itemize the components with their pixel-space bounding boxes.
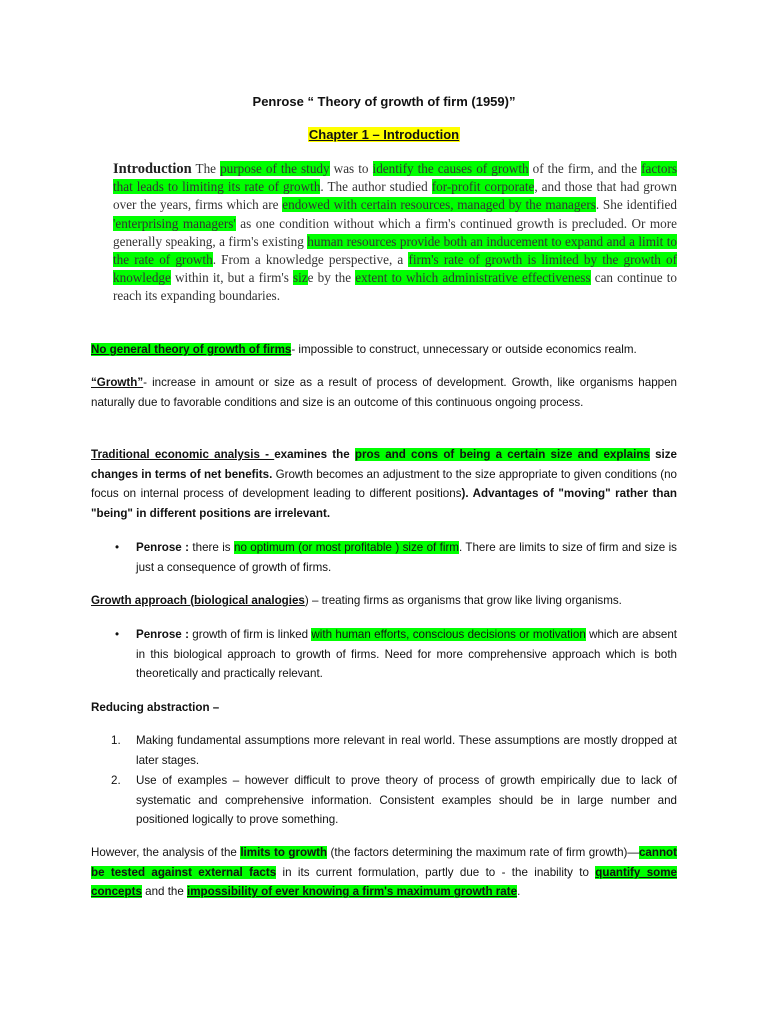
intro-text: . The author studied [320,179,432,195]
document-title: Penrose “ Theory of growth of firm (1959)” [252,94,516,109]
paragraph-no-general-theory [91,340,677,360]
paragraph-text: ) – treating firms as organisms that grow like living organisms. [304,594,622,607]
bullet-highlight: with human efforts, conscious decisions or motivation [311,628,586,641]
intro-text: was to [329,161,373,176]
paragraph-text: (the factors determining the maximum rate of firm growth)— [327,846,639,859]
intro-text: as one condition without which a firm's continued growth is precluded. Or more generally speaking, a firm's existing [113,215,677,249]
paragraph-limits-to-growth [91,843,677,902]
bullet-lead: Penrose : [136,541,193,554]
intro-lead: Introduction [113,161,192,177]
paragraph-text: - impossible to construct, unnecessary or outside economics realm. [291,343,637,356]
intro-highlight: extent to which administrative effectiveness [355,270,591,286]
intro-text: The [191,161,221,176]
paragraph-reducing-abstraction: Reducing abstraction – [91,701,220,714]
paragraph-term: Traditional economic analysis - [91,448,275,461]
bullet-marker: • [115,541,120,554]
chapter-heading-text: Chapter 1 – Introduction [308,127,460,142]
paragraph-text: - increase in amount or size as a result of process of development. Growth, like organisms happen naturally due to favorable conditions and size is an outcome of this continuous ongoing process. [91,376,677,409]
paragraph-text: . [517,885,521,899]
bullet-penrose-optimum [91,538,677,577]
bullet-segment: there is [192,541,234,554]
intro-highlight: factors that leads to limiting its rate of growth [113,161,677,195]
paragraph-highlight: No general theory of growth of firms [91,343,292,356]
intro-highlight: purpose of the study [220,161,330,176]
paragraph-text: and the [141,885,188,899]
paragraph-text: size changes in terms of net benefits. [91,448,677,481]
intro-highlight: siz [293,270,308,286]
intro-highlight: human resources provide both an inducement to expand and a limit to the rate of growth [113,233,677,268]
list-item-text: Making fundamental assumptions more relevant in real world. These assumptions are mostly dropped at later stages. [136,734,677,767]
numbered-item-2 [91,771,677,830]
intro-highlight: identify the causes of growth [372,161,529,176]
paragraph-term: Growth approach (biological analogies [91,594,305,607]
paragraph-highlight: limits to growth [240,846,328,859]
paragraph-highlight: pros and cons of being a certain size and explains [354,448,650,461]
paragraph-highlight: quantify some concepts [91,865,677,899]
intro-text: within it, but a firm's [170,270,293,286]
bullet-lead: Penrose : [136,628,193,641]
intro-text: . She identified [595,197,677,213]
intro-text: . From a knowledge perspective, a [212,252,409,268]
list-number: 2. [111,774,121,787]
chapter-heading [0,127,768,142]
introduction-paragraph [113,160,677,306]
list-item-text: Use of examples – however difficult to prove theory of process of growth empirically due to lack of systematic and comprehensive information. Consistent examples should be in large number and positioned logically to prove something. [136,774,677,827]
bullet-penrose-human-efforts [91,625,677,684]
bullet-text [136,538,677,577]
bullet-highlight: no optimum (or most profitable ) size of firm [234,541,459,554]
paragraph-growth-approach [91,591,677,611]
paragraph-highlight: impossibility of ever knowing a firm's maximum growth rate [187,885,518,899]
intro-highlight: firm's rate of growth is limited by the growth of knowledge [113,252,678,286]
paragraph-text: examines the [274,448,355,461]
bullet-segment: growth of firm is linked [192,628,312,641]
paragraph-text: in its current formulation, partly due to - the inability to [276,865,596,879]
paragraph-text: However, the analysis of the [91,846,241,859]
intro-highlight: for-profit corporate [431,179,535,195]
list-number: 1. [111,734,121,747]
intro-text: can continue to reach its expanding boundaries. [113,270,677,304]
intro-highlight: endowed with certain resources, managed by the managers [282,197,596,213]
bullet-marker: • [115,628,120,641]
paragraph-highlight: cannot be tested against external facts [91,846,677,879]
numbered-item-1 [91,731,677,770]
paragraph-text: Growth becomes an adjustment to the size appropriate to given conditions (no focus on internal process of development leading to different positions [91,467,678,501]
intro-text: of the firm, and the [528,161,642,176]
paragraph-text: ). Advantages of "moving" rather than "being" in different positions are irrelevant. [91,487,677,520]
intro-text: e by the [307,270,356,286]
bullet-text [136,625,677,684]
paragraph-traditional-analysis [91,445,677,523]
bullet-segment: . There are limits to size of firm and size is just a consequence of growth of firms. [136,541,677,574]
paragraph-growth-definition [91,373,677,412]
intro-text: , and those that had grown over the years, firms which are [113,179,677,213]
bullet-segment: which are absent in this biological approach to growth of firms. Need for more comprehensive approach which is both theoretically and practically relevant. [136,628,677,681]
intro-highlight: 'enterprising managers' [113,215,236,231]
paragraph-term: “Growth” [91,376,144,389]
